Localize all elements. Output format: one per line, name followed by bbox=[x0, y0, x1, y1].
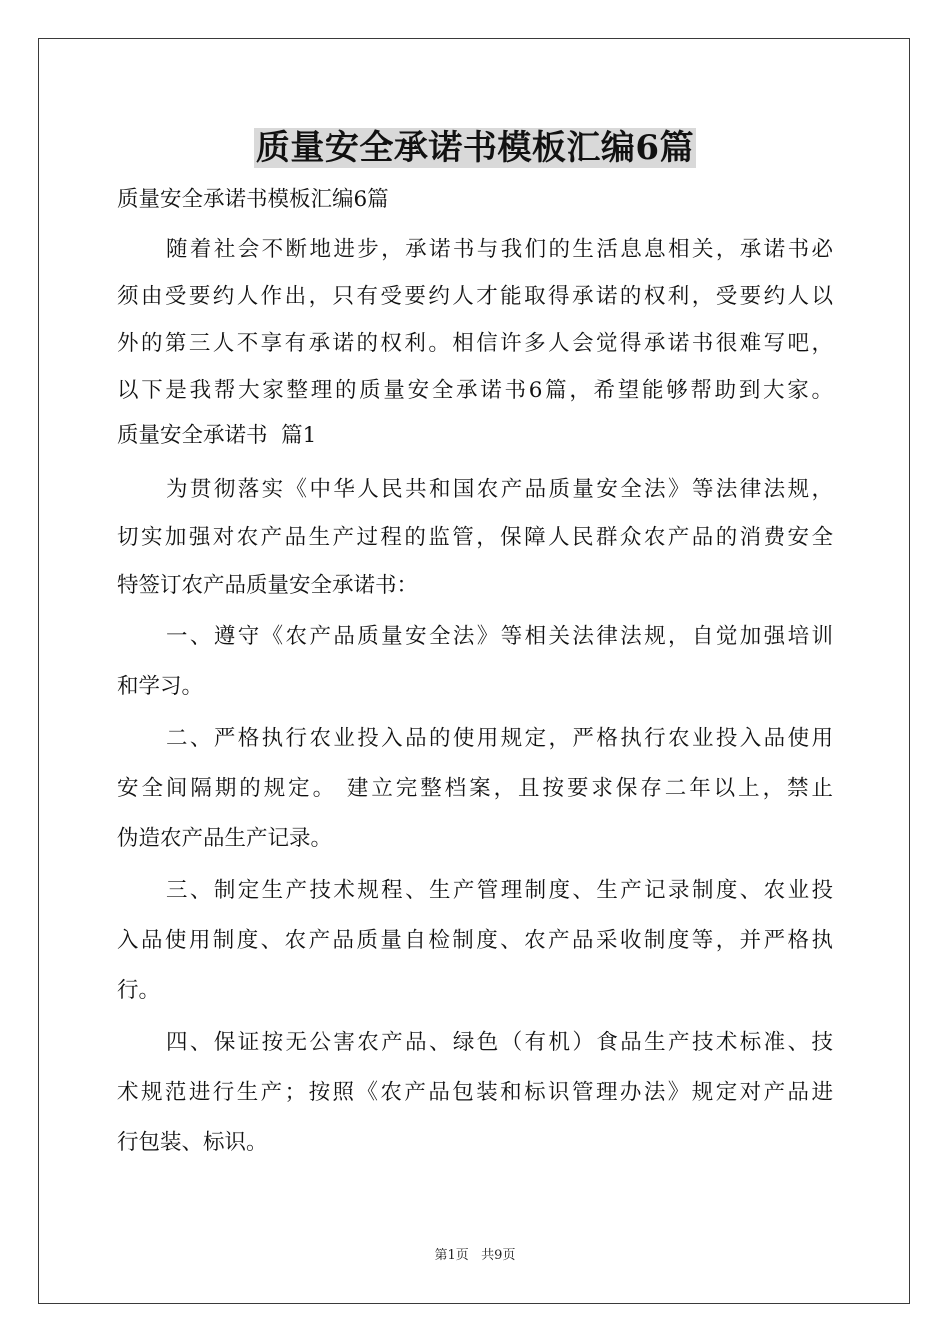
intro-line-3: 外的第三人不享有承诺的权利。相信许多人会觉得承诺书很难写吧， bbox=[117, 331, 833, 356]
paragraph-1-line-1: 为贯彻落实《中华人民共和国农产品质量安全法》等法律法规， bbox=[166, 477, 833, 502]
item-4-line-1: 四、保证按无公害农产品、绿色（有机）食品生产技术标准、技 bbox=[166, 1030, 833, 1055]
item-2-line-1: 二、严格执行农业投入品的使用规定，严格执行农业投入品使用 bbox=[166, 726, 833, 751]
item-1-line-2: 和学习。 bbox=[117, 674, 204, 699]
item-1 bbox=[117, 612, 833, 712]
document-title-text: 质量安全承诺书模板汇编6篇 bbox=[255, 128, 695, 168]
item-3-line-1: 三、制定生产技术规程、生产管理制度、生产记录制度、农业投 bbox=[166, 878, 833, 903]
document-title bbox=[0, 126, 950, 170]
item-4-line-3: 行包装、标识。 bbox=[117, 1130, 268, 1155]
intro-line-4: 以下是我帮大家整理的质量安全承诺书6篇，希望能够帮助到大家。 bbox=[117, 378, 833, 403]
section-heading-text: 质量安全承诺书 篇1 bbox=[117, 423, 317, 448]
item-4-line-2: 术规范进行生产；按照《农产品包装和标识管理办法》规定对产品进 bbox=[117, 1080, 833, 1105]
page-number: 第1页 共9页 bbox=[434, 1248, 516, 1263]
paragraph-1-line-2: 切实加强对农产品生产过程的监管，保障人民群众农产品的消费安全 bbox=[117, 525, 833, 550]
item-3 bbox=[117, 866, 833, 1016]
item-3-line-2: 入品使用制度、农产品质量自检制度、农产品采收制度等，并严格执 bbox=[117, 928, 833, 953]
subtitle-line: 质量安全承诺书模板汇编6篇 bbox=[117, 187, 389, 212]
item-2 bbox=[117, 714, 833, 864]
intro-paragraph bbox=[117, 226, 833, 414]
item-1-line-1: 一、遵守《农产品质量安全法》等相关法律法规，自觉加强培训 bbox=[166, 624, 833, 649]
intro-line-2: 须由受要约人作出，只有受要约人才能取得承诺的权利，受要约人以 bbox=[117, 284, 833, 309]
document-subtitle bbox=[117, 178, 833, 222]
item-2-line-3: 伪造农产品生产记录。 bbox=[117, 826, 333, 851]
page-footer bbox=[0, 1247, 950, 1265]
section-heading bbox=[117, 414, 833, 458]
paragraph-1-line-3: 特签订农产品质量安全承诺书： bbox=[117, 573, 419, 598]
intro-line-1: 随着社会不断地进步，承诺书与我们的生活息息相关，承诺书必 bbox=[166, 237, 833, 262]
item-4 bbox=[117, 1018, 833, 1168]
paragraph-1 bbox=[117, 466, 833, 610]
item-2-line-2: 安全间隔期的规定。 建立完整档案，且按要求保存二年以上，禁止 bbox=[117, 776, 833, 801]
document-body bbox=[117, 178, 833, 1168]
item-3-line-3: 行。 bbox=[117, 978, 161, 1003]
